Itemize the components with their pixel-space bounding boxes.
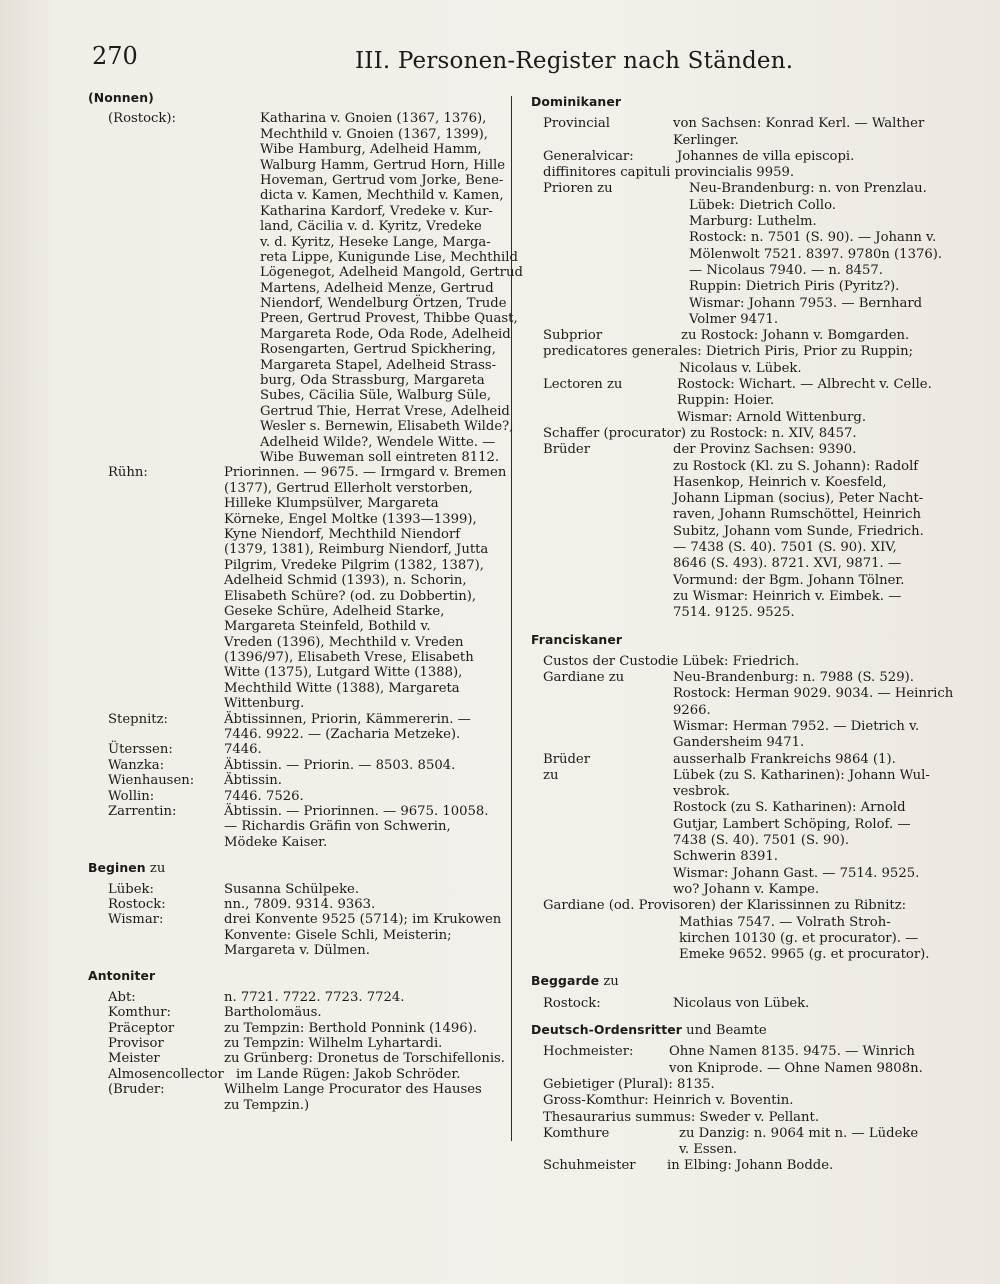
section-heading bbox=[531, 632, 971, 648]
section-suffix: zu bbox=[145, 861, 166, 877]
register-line bbox=[88, 512, 513, 527]
register-line bbox=[531, 752, 971, 768]
register-line bbox=[531, 817, 971, 833]
entry-text: Äbtissin. bbox=[224, 773, 282, 789]
entry-text: Wismar: Johann Gast. — 7514. 9525. bbox=[673, 865, 920, 881]
register-line bbox=[88, 327, 513, 342]
entry-text: kirchen 10130 (g. et procurator). — bbox=[679, 930, 919, 946]
register-line bbox=[531, 491, 971, 507]
register-line bbox=[531, 410, 971, 426]
left-column bbox=[88, 90, 523, 1113]
register-line bbox=[531, 133, 971, 149]
register-line bbox=[88, 773, 513, 788]
register-line bbox=[88, 1082, 513, 1097]
register-line bbox=[531, 165, 971, 181]
register-line bbox=[88, 1098, 513, 1113]
entry-text: Margareta Rode, Oda Rode, Adelheid bbox=[260, 326, 511, 342]
entry-text: Pilgrim, Vredeke Pilgrim (1382, 1387), bbox=[224, 557, 484, 573]
register-line bbox=[88, 943, 513, 958]
entry-text: Wesler s. Bernewin, Elisabeth Wilde?, bbox=[260, 419, 514, 435]
entry-text: (1379, 1381), Reimburg Niendorf, Jutta bbox=[224, 542, 489, 558]
entry-text: Ruppin: Hoier. bbox=[677, 393, 775, 409]
register-line bbox=[531, 198, 971, 214]
register-line bbox=[88, 296, 513, 311]
entry-label: Brüder bbox=[543, 442, 591, 458]
register-line bbox=[88, 188, 513, 203]
section-suffix: und Beamte bbox=[681, 1023, 767, 1039]
register-line bbox=[531, 540, 971, 556]
entry-text: Martens, Adelheid Menze, Gertrud bbox=[260, 280, 494, 296]
entry-label: Provisor bbox=[108, 1036, 164, 1052]
register-line bbox=[531, 426, 971, 442]
register-line bbox=[88, 1067, 513, 1082]
entry-label: Wismar: bbox=[108, 912, 164, 928]
entry-label: Custos der Custodie Lübek: Friedrich. bbox=[543, 653, 800, 669]
entry-label: Wanzka: bbox=[108, 757, 165, 773]
section-title: Dominikaner bbox=[531, 94, 622, 109]
entry-text: Adelheid Schmid (1393), n. Schorin, bbox=[224, 573, 467, 589]
register-line bbox=[531, 589, 971, 605]
entry-text: (1396/97), Elisabeth Vrese, Elisabeth bbox=[224, 650, 474, 666]
entry-text: n. 7721. 7722. 7723. 7724. bbox=[224, 989, 405, 1005]
register-line bbox=[88, 249, 518, 265]
register-line bbox=[531, 670, 971, 686]
entry-text: reta Lippe, Kunigunde Lise, Mechthild bbox=[260, 249, 518, 265]
entry-text: Margareta v. Dülmen. bbox=[224, 943, 370, 959]
register-line bbox=[88, 204, 513, 219]
entry-text: Äbtissinnen, Priorin, Kämmererin. — bbox=[224, 711, 471, 727]
register-line bbox=[88, 173, 513, 188]
register-line bbox=[531, 475, 971, 491]
entry-label: Lectoren zu bbox=[543, 377, 623, 393]
entry-text: zu Rostock (Kl. zu S. Johann): Radolf bbox=[673, 458, 919, 474]
entry-text: Walburg Hamm, Gertrud Horn, Hille bbox=[260, 157, 506, 173]
register-line bbox=[88, 481, 513, 496]
entry-text: Marburg: Luthelm. bbox=[689, 214, 817, 230]
entry-text: Margareta Steinfeld, Bothild v. bbox=[224, 619, 431, 635]
register-line bbox=[531, 1093, 971, 1109]
entry-text: Emeke 9652. 9965 (g. et procurator). bbox=[679, 947, 930, 963]
entry-text: Susanna Schülpeke. bbox=[224, 881, 360, 897]
entry-text: Nicolaus v. Lübek. bbox=[679, 360, 802, 376]
entry-label: diffinitores capituli provincialis 9959. bbox=[543, 165, 795, 181]
register-line bbox=[531, 1110, 971, 1126]
entry-label: Stepnitz: bbox=[108, 711, 168, 727]
register-line bbox=[531, 328, 971, 344]
entry-label: Rostock: bbox=[108, 896, 166, 912]
entry-text: zu Rostock: Johann v. Bomgarden. bbox=[681, 328, 910, 344]
entry-text: v. Essen. bbox=[679, 1142, 737, 1158]
register-line bbox=[88, 450, 513, 465]
entry-text: wo? Johann v. Kampe. bbox=[673, 881, 820, 897]
entry-text: Neu-Brandenburg: n. 7988 (S. 529). bbox=[673, 670, 914, 686]
right-column bbox=[531, 94, 971, 1175]
entry-label: Gardiane (od. Provisoren) der Klarissinnen zu Ribnitz: bbox=[543, 898, 907, 914]
entry-label: Abt: bbox=[108, 989, 136, 1005]
section-title: (Nonnen) bbox=[88, 90, 154, 105]
entry-text: Vreden (1396), Mechthild v. Vreden bbox=[224, 634, 464, 650]
register-line bbox=[88, 589, 513, 604]
section-title: Deutsch-Ordensritter bbox=[531, 1022, 682, 1038]
entry-text: Lübek (zu S. Katharinen): Johann Wul- bbox=[673, 767, 930, 783]
register-line bbox=[531, 214, 971, 230]
entry-label: Gebietiger (Plural): 8135. bbox=[543, 1076, 715, 1092]
entry-text: land, Cäcilia v. d. Kyritz, Vredeke bbox=[260, 219, 482, 235]
register-line bbox=[531, 768, 971, 784]
register-line bbox=[531, 556, 971, 572]
entry-label: Wienhausen: bbox=[108, 773, 195, 789]
register-line bbox=[88, 681, 513, 696]
entry-text: Geseke Schüre, Adelheid Starke, bbox=[224, 603, 445, 619]
register-line bbox=[531, 931, 971, 947]
register-line bbox=[531, 849, 971, 865]
register-line bbox=[531, 279, 971, 295]
register-line bbox=[531, 312, 971, 328]
entry-text: nn., 7809. 9314. 9363. bbox=[224, 896, 376, 912]
entry-text: Wibe Buweman soll eintreten 8112. bbox=[260, 449, 500, 465]
register-line bbox=[531, 149, 971, 165]
register-line bbox=[88, 542, 513, 557]
register-line bbox=[531, 735, 971, 751]
section-heading bbox=[88, 968, 513, 983]
register-line bbox=[88, 111, 513, 126]
register-line bbox=[88, 696, 513, 711]
entry-text: Körneke, Engel Moltke (1393—1399), bbox=[224, 511, 477, 527]
register-line bbox=[88, 219, 513, 234]
register-line bbox=[88, 1036, 513, 1051]
section-suffix: zu bbox=[599, 974, 619, 990]
entry-text: zu Tempzin.) bbox=[224, 1097, 310, 1113]
register-line bbox=[88, 527, 513, 542]
register-line bbox=[531, 947, 971, 963]
register-line bbox=[88, 727, 513, 742]
entry-text: Äbtissin. — Priorinnen. — 9675. 10058. bbox=[224, 803, 489, 819]
register-line bbox=[531, 524, 971, 540]
entry-text: 7438 (S. 40). 7501 (S. 90). bbox=[673, 833, 850, 849]
entry-text: 7446. bbox=[224, 742, 262, 758]
entry-text: Konvente: Gisele Schli, Meisterin; bbox=[224, 927, 452, 943]
entry-text: Wismar: Johann 7953. — Bernhard bbox=[689, 295, 923, 311]
register-line bbox=[531, 898, 971, 914]
entry-text: Subitz, Johann vom Sunde, Friedrich. bbox=[673, 523, 924, 539]
entry-label: Schuhmeister bbox=[543, 1158, 636, 1174]
entry-text: Neu-Brandenburg: n. von Prenzlau. bbox=[689, 181, 927, 197]
register-line bbox=[88, 928, 513, 943]
entry-text: v. d. Kyritz, Heseke Lange, Marga- bbox=[260, 234, 491, 250]
entry-text: — Nicolaus 7940. — n. 8457. bbox=[689, 262, 883, 278]
entry-label: Gross-Komthur: Heinrich v. Boventin. bbox=[543, 1093, 794, 1109]
entry-text: von Kniprode. — Ohne Namen 9808n. bbox=[669, 1060, 923, 1076]
entry-text: zu Grünberg: Dronetus de Torschifellonis. bbox=[224, 1051, 505, 1067]
entry-text: raven, Johann Rumschöttel, Heinrich bbox=[673, 507, 921, 523]
register-line bbox=[88, 789, 513, 804]
entry-text: 7446. 7526. bbox=[224, 788, 304, 804]
register-line bbox=[88, 604, 513, 619]
section-heading bbox=[531, 1022, 971, 1038]
entry-text: — Richardis Gräfin von Schwerin, bbox=[224, 819, 451, 835]
page-number: 270 bbox=[92, 42, 138, 70]
entry-text: dicta v. Kamen, Mechthild v. Kamen, bbox=[260, 188, 504, 204]
register-line bbox=[88, 635, 513, 650]
entry-label: Üterssen: bbox=[108, 742, 173, 758]
entry-text: Margareta Stapel, Adelheid Strass- bbox=[260, 357, 497, 373]
entry-text: Rostock (zu S. Katharinen): Arnold bbox=[673, 800, 906, 816]
section-heading bbox=[531, 94, 971, 110]
register-line bbox=[531, 459, 971, 475]
entry-label: (Bruder: bbox=[108, 1082, 165, 1098]
entry-label: Subprior bbox=[543, 328, 603, 344]
register-line bbox=[531, 1077, 971, 1093]
register-line bbox=[88, 882, 513, 897]
register-line bbox=[531, 1061, 971, 1077]
register-line bbox=[531, 247, 971, 263]
entry-text: — 7438 (S. 40). 7501 (S. 90). XIV, bbox=[673, 540, 897, 556]
entry-text: Nicolaus von Lübek. bbox=[673, 995, 810, 1011]
section-title: Beginen bbox=[88, 860, 146, 876]
section-heading bbox=[531, 973, 971, 989]
register-line bbox=[531, 1044, 971, 1060]
register-line bbox=[88, 835, 513, 850]
entry-text: Ruppin: Dietrich Piris (Pyritz?). bbox=[689, 279, 900, 295]
entry-text: Schwerin 8391. bbox=[673, 849, 778, 865]
entry-text: Hilleke Klumpsülver, Margareta bbox=[224, 496, 439, 512]
entry-text: von Sachsen: Konrad Kerl. — Walther bbox=[673, 116, 925, 132]
register-line bbox=[88, 358, 513, 373]
entry-text: Gandersheim 9471. bbox=[673, 735, 805, 751]
entry-text: Rostock: n. 7501 (S. 90). — Johann v. bbox=[689, 230, 937, 246]
register-line bbox=[88, 712, 513, 727]
entry-text: Gutjar, Lambert Schöping, Rolof. — bbox=[673, 816, 911, 832]
register-line bbox=[88, 819, 513, 834]
register-line bbox=[88, 311, 518, 327]
section-heading bbox=[88, 90, 513, 105]
register-line bbox=[531, 361, 971, 377]
entry-text: Katharina Kardorf, Vredeke v. Kur- bbox=[260, 203, 493, 219]
entry-label: (Rostock): bbox=[108, 111, 176, 127]
entry-label: Prioren zu bbox=[543, 181, 613, 197]
register-line bbox=[88, 1051, 513, 1066]
entry-text: zu Tempzin: Berthold Ponnink (1496). bbox=[224, 1020, 478, 1036]
register-line bbox=[88, 373, 513, 388]
entry-text: Wismar: Arnold Wittenburg. bbox=[677, 409, 867, 425]
entry-text: Äbtissin. — Priorin. — 8503. 8504. bbox=[224, 757, 456, 773]
register-line bbox=[88, 912, 513, 927]
entry-text: 7446. 9922. — (Zacharia Metzeke). bbox=[224, 727, 461, 743]
entry-label: Thesaurarius summus: Sweder v. Pellant. bbox=[543, 1109, 820, 1125]
entry-label: Rostock: bbox=[543, 995, 601, 1011]
register-line bbox=[88, 265, 523, 281]
register-line bbox=[88, 342, 513, 357]
entry-text: Kerlinger. bbox=[673, 132, 739, 148]
entry-text: burg, Oda Strassburg, Margareta bbox=[260, 373, 485, 389]
entry-text: Wibe Hamburg, Adelheid Hamm, bbox=[260, 142, 482, 158]
register-line bbox=[88, 758, 513, 773]
register-line bbox=[88, 804, 513, 819]
entry-text: Lögenegot, Adelheid Mangold, Gertrud bbox=[260, 265, 523, 281]
entry-text: Kyne Niendorf, Mechthild Niendorf bbox=[224, 526, 461, 542]
register-line bbox=[531, 393, 971, 409]
entry-text: Niendorf, Wendelburg Örtzen, Trude bbox=[260, 296, 507, 312]
register-line bbox=[531, 996, 971, 1012]
entry-text: Ohne Namen 8135. 9475. — Winrich bbox=[669, 1044, 915, 1060]
entry-text: Rosengarten, Gertrud Spickhering, bbox=[260, 342, 496, 358]
entry-label: zu bbox=[543, 767, 559, 783]
entry-text: Rostock: Herman 9029. 9034. — Heinrich bbox=[673, 686, 954, 702]
register-line bbox=[88, 558, 513, 573]
entry-text: Vormund: der Bgm. Johann Tölner. bbox=[673, 572, 905, 588]
register-line bbox=[88, 496, 513, 511]
entry-label: Präceptor bbox=[108, 1020, 175, 1036]
entry-text: Bartholomäus. bbox=[224, 1005, 322, 1021]
entry-label: Lübek: bbox=[108, 881, 154, 897]
entry-text: Lübek: Dietrich Collo. bbox=[689, 197, 836, 213]
running-head bbox=[0, 40, 1000, 80]
entry-text: Subes, Cäcilia Süle, Walburg Süle, bbox=[260, 388, 492, 404]
entry-label: Komthur: bbox=[108, 1005, 171, 1021]
register-line bbox=[88, 235, 513, 250]
entry-label: Generalvicar: bbox=[543, 148, 634, 164]
register-line bbox=[88, 127, 513, 142]
register-line bbox=[531, 181, 971, 197]
section-title: Antoniter bbox=[88, 968, 156, 984]
register-line bbox=[88, 1005, 513, 1020]
register-line bbox=[88, 404, 513, 419]
register-line bbox=[531, 800, 971, 816]
register-line bbox=[531, 703, 971, 719]
register-line bbox=[531, 116, 971, 132]
entry-label: Schaffer (procurator) zu Rostock: n. XIV, 8457. bbox=[543, 425, 857, 441]
entry-text: Hoveman, Gertrud vom Jorke, Bene- bbox=[260, 172, 504, 188]
entry-label: Provincial bbox=[543, 116, 610, 132]
entry-text: Gertrud Thie, Herrat Vrese, Adelheid bbox=[260, 403, 510, 419]
register-line bbox=[531, 230, 971, 246]
entry-text: zu Tempzin: Wilhelm Lyhartardi. bbox=[224, 1036, 443, 1052]
register-line bbox=[531, 1126, 971, 1142]
register-line bbox=[88, 419, 513, 434]
entry-label: predicatores generales: Dietrich Piris, Prior zu Ruppin; bbox=[543, 344, 914, 360]
entry-text: (1377), Gertrud Ellerholt verstorben, bbox=[224, 480, 473, 496]
entry-text: Mechthild Witte (1388), Margareta bbox=[224, 680, 460, 696]
entry-text: Rostock: Wichart. — Albrecht v. Celle. bbox=[677, 377, 932, 393]
entry-text: im Lande Rügen: Jakob Schröder. bbox=[236, 1066, 461, 1082]
entry-text: Katharina v. Gnoien (1367, 1376), bbox=[260, 111, 487, 127]
entry-text: 7514. 9125. 9525. bbox=[673, 605, 795, 621]
register-line bbox=[88, 1021, 513, 1036]
entry-label: Almosencollector bbox=[108, 1066, 224, 1082]
entry-text: der Provinz Sachsen: 9390. bbox=[673, 442, 857, 458]
entry-label: Zarrentin: bbox=[108, 803, 177, 819]
entry-text: Mödeke Kaiser. bbox=[224, 834, 328, 850]
register-line bbox=[88, 573, 513, 588]
entry-label: Komthure bbox=[543, 1125, 610, 1141]
entry-text: vesbrok. bbox=[673, 784, 730, 800]
entry-text: in Elbing: Johann Bodde. bbox=[667, 1158, 834, 1174]
entry-text: Wismar: Herman 7952. — Dietrich v. bbox=[673, 718, 920, 734]
register-line bbox=[531, 296, 971, 312]
entry-text: Elisabeth Schüre? (od. zu Dobbertin), bbox=[224, 588, 477, 604]
entry-text: Volmer 9471. bbox=[689, 311, 779, 327]
register-line bbox=[88, 665, 513, 680]
register-line bbox=[531, 882, 971, 898]
register-line bbox=[88, 281, 513, 296]
entry-label: Meister bbox=[108, 1051, 160, 1067]
entry-text: Johannes de villa episcopi. bbox=[677, 148, 855, 164]
entry-label: Rühn: bbox=[108, 465, 148, 481]
register-line bbox=[531, 833, 971, 849]
register-line bbox=[88, 158, 513, 173]
entry-label: Gardiane zu bbox=[543, 670, 625, 686]
register-line bbox=[531, 719, 971, 735]
entry-label: Hochmeister: bbox=[543, 1044, 634, 1060]
register-line bbox=[88, 990, 513, 1005]
register-line bbox=[531, 442, 971, 458]
register-line bbox=[531, 605, 971, 621]
register-line bbox=[88, 388, 513, 403]
entry-text: zu Danzig: n. 9064 mit n. — Lüdeke bbox=[679, 1125, 919, 1141]
register-line bbox=[531, 915, 971, 931]
register-line bbox=[531, 1142, 971, 1158]
register-line bbox=[88, 465, 513, 480]
register-line bbox=[88, 435, 513, 450]
register-line bbox=[531, 377, 971, 393]
entry-text: Witte (1375), Lutgard Witte (1388), bbox=[224, 665, 463, 681]
section-title: Beggarde bbox=[531, 973, 600, 989]
entry-text: Johann Lipman (socius), Peter Nacht- bbox=[673, 491, 924, 507]
register-line bbox=[531, 573, 971, 589]
entry-text: Mölenwolt 7521. 8397. 9780n (1376). bbox=[689, 246, 943, 262]
register-line bbox=[531, 1158, 971, 1174]
entry-text: Hasenkop, Heinrich v. Koesfeld, bbox=[673, 474, 887, 490]
register-line bbox=[531, 263, 971, 279]
register-line bbox=[531, 507, 971, 523]
entry-text: drei Konvente 9525 (5714); im Krukowen bbox=[224, 912, 502, 928]
entry-text: ausserhalb Frankreichs 9864 (1). bbox=[673, 751, 896, 767]
entry-text: 9266. bbox=[673, 702, 711, 718]
register-line bbox=[88, 650, 513, 665]
entry-text: Priorinnen. — 9675. — Irmgard v. Bremen bbox=[224, 465, 507, 481]
entry-text: Wilhelm Lange Procurator des Hauses bbox=[224, 1082, 482, 1098]
entry-text: zu Wismar: Heinrich v. Eimbek. — bbox=[673, 588, 902, 604]
register-line bbox=[88, 897, 513, 912]
page-title: III. Personen-Register nach Ständen. bbox=[355, 48, 794, 74]
register-line bbox=[531, 344, 971, 360]
entry-text: 8646 (S. 493). 8721. XVI, 9871. — bbox=[673, 556, 902, 572]
section-title: Franciskaner bbox=[531, 631, 623, 647]
entry-text: Mechthild v. Gnoien (1367, 1399), bbox=[260, 126, 488, 142]
register-line bbox=[531, 686, 971, 702]
entry-label: Brüder bbox=[543, 751, 591, 767]
register-line bbox=[88, 742, 513, 757]
entry-label: Wollin: bbox=[108, 788, 155, 804]
entry-text: Adelheid Wilde?, Wendele Witte. — bbox=[260, 434, 496, 450]
register-line bbox=[88, 142, 513, 157]
register-line bbox=[531, 654, 971, 670]
register-line bbox=[531, 784, 971, 800]
entry-text: Wittenburg. bbox=[224, 696, 305, 712]
register-line bbox=[531, 866, 971, 882]
entry-text: Mathias 7547. — Volrath Stroh- bbox=[679, 914, 891, 930]
entry-text: Preen, Gertrud Provest, Thibbe Quast, bbox=[260, 311, 518, 327]
register-line bbox=[88, 619, 513, 634]
section-heading bbox=[88, 860, 513, 875]
